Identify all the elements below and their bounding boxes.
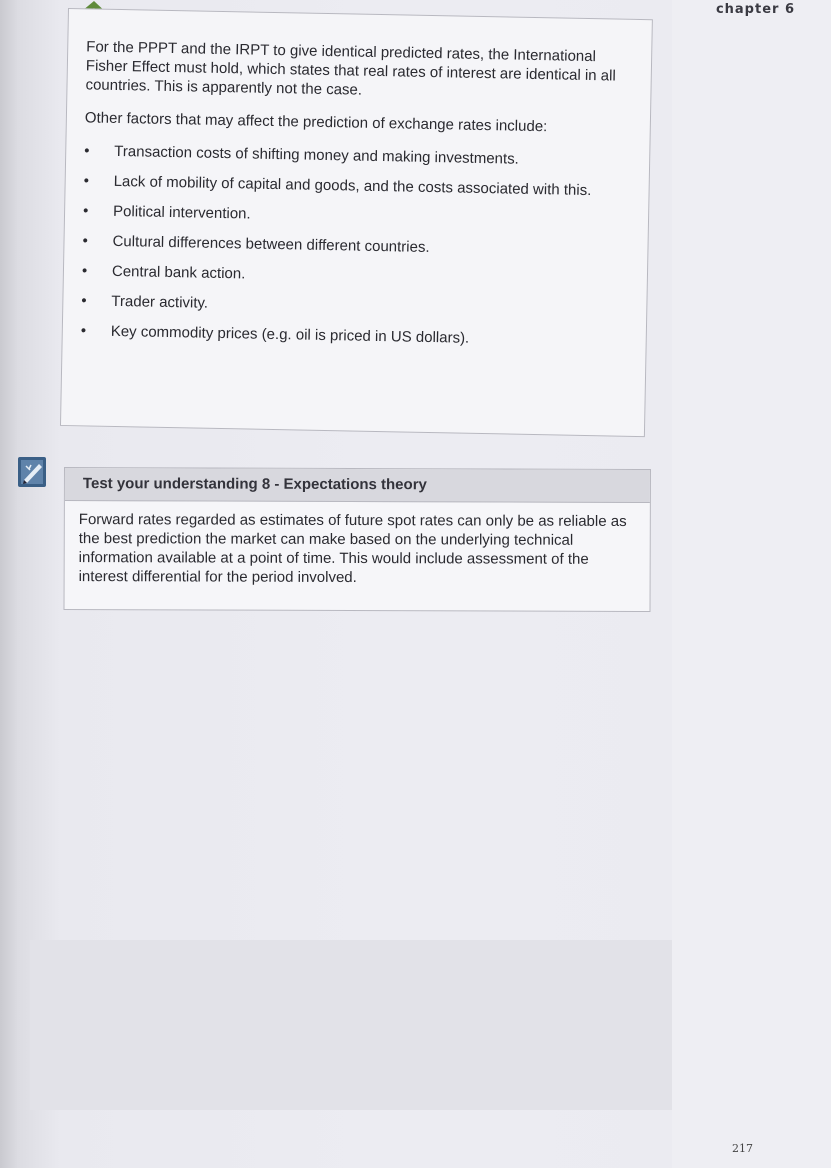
list-item: • Trader activity.	[81, 292, 209, 312]
tyu-title: Test your understanding 8 - Expectations theory	[65, 468, 650, 503]
tyu-body: Forward rates regarded as estimates of future spot rates can only be as reliable as the best prediction the market can make based on the underlying technical information available at a point of time. This would include assessment of the interest differential for the period involved.	[78, 511, 627, 587]
info-box	[60, 8, 653, 437]
shaded-band	[30, 940, 672, 1110]
list-item: • Key commodity prices (e.g. oil is priced in US dollars).	[80, 322, 470, 347]
test-understanding-icon	[17, 456, 47, 488]
list-item: • Cultural differences between different countries.	[82, 232, 430, 256]
factor-list	[81, 141, 630, 350]
list-item: • Lack of mobility of capital and goods, and the costs associated with this.	[83, 172, 592, 200]
test-understanding-box	[64, 467, 651, 612]
info-paragraph-1: For the PPPT and the IRPT to give identical predicted rates, the International Fisher Effect must hold, which states that real rates of interest are identical in all countries. This is apparently not the case.	[85, 38, 616, 99]
right-margin	[672, 0, 831, 1168]
list-item: • Transaction costs of shifting money and making investments.	[84, 142, 519, 168]
page-number: 217	[732, 1142, 753, 1155]
chapter-label: chapter 6	[715, 2, 795, 17]
list-item: • Political intervention.	[82, 202, 251, 223]
list-item: • Central bank action.	[81, 262, 246, 283]
info-paragraph-2: Other factors that may affect the prediction of exchange rates include:	[84, 109, 548, 136]
